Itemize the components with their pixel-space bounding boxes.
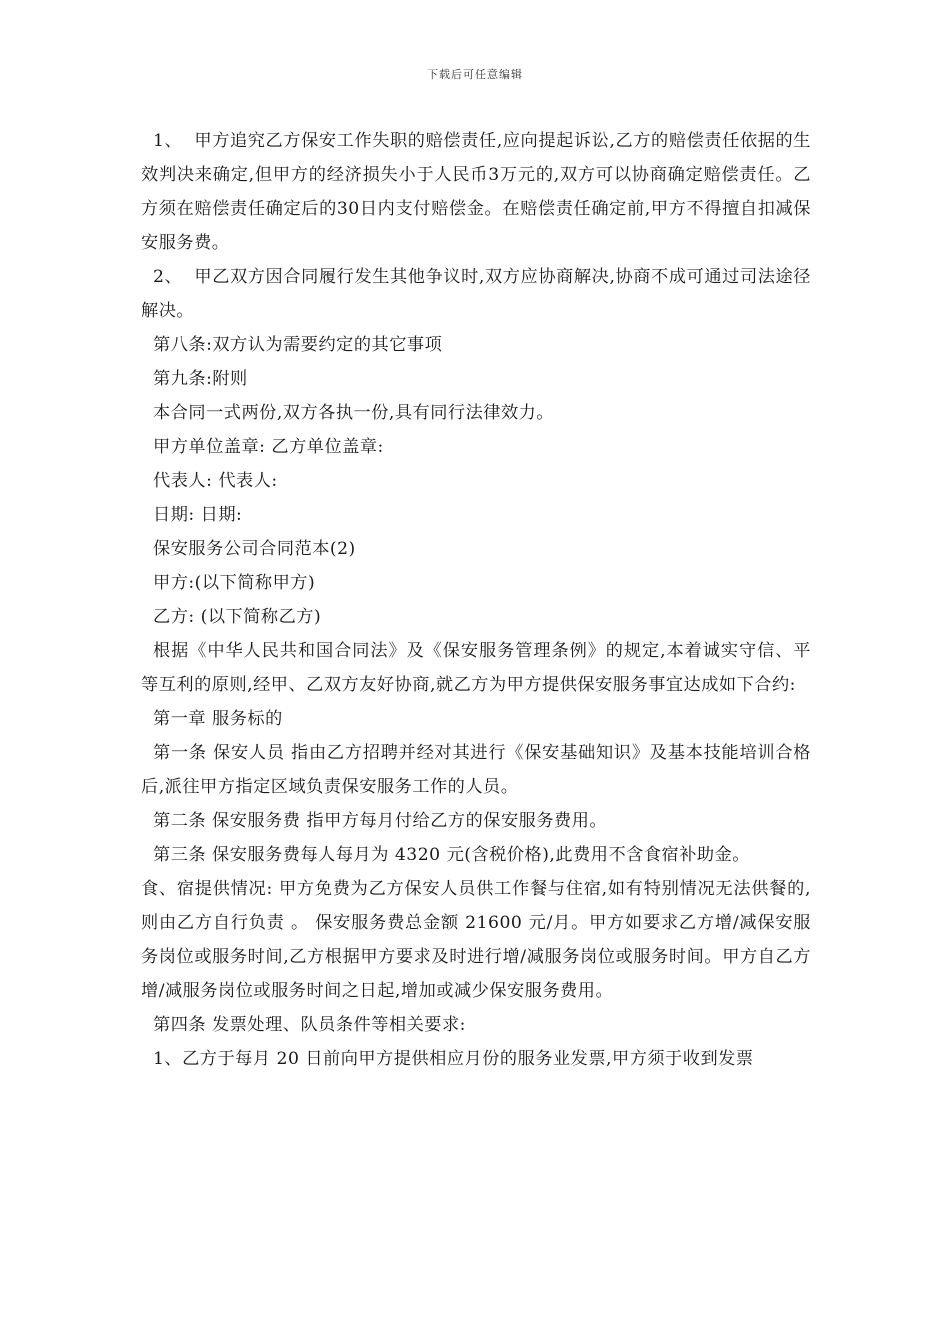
paragraph-contract-title: 保安服务公司合同范本(2) <box>153 539 356 559</box>
paragraph-chapter-1: 第一章 服务标的 <box>153 709 283 729</box>
document-body <box>141 124 811 1076</box>
paragraph-article-1: 第一条 保安人员 指由乙方招聘并经对其进行《保安基础知识》及基本技能培训合格后,派往甲方指定区域负责保安服务工作的人员。 <box>141 743 811 797</box>
paragraph-preamble: 根据《中华人民共和国合同法》及《保安服务管理条例》的规定,本着诚实守信、平等互利的原则,经甲、乙双方友好协商,就乙方为甲方提供保安服务事宜达成如下合约: <box>141 641 811 695</box>
paragraph-copies: 本合同一式两份,双方各执一份,具有同行法律效力。 <box>153 403 555 423</box>
page-header: 下载后可任意编辑 <box>427 68 523 81</box>
paragraph-compensation-liability: 1、 甲方追究乙方保安工作失职的赔偿责任,应向提起诉讼,乙方的赔偿责任依据的生效判决来确定,但甲方的经济损失小于人民币3万元的,双方可以协商确定赔偿责任。乙方须在赔偿责任确定后的30日内支付赔偿金。在赔偿责任确定前,甲方不得擅自扣减保安服务费。 <box>141 131 811 253</box>
paragraph-dates: 日期: 日期: <box>153 505 243 525</box>
paragraph-article-8: 第八条:双方认为需要约定的其它事项 <box>153 335 443 355</box>
paragraph-seals: 甲方单位盖章: 乙方单位盖章: <box>153 437 384 457</box>
paragraph-invoice: 1、乙方于每月 20 日前向甲方提供相应月份的服务业发票,甲方须于收到发票 <box>153 1049 754 1069</box>
paragraph-party-b: 乙方: (以下简称乙方) <box>153 607 322 627</box>
paragraph-dispute-resolution: 2、 甲乙双方因合同履行发生其他争议时,双方应协商解决,协商不成可通过司法途径解决。 <box>141 267 811 321</box>
paragraph-article-2: 第二条 保安服务费 指甲方每月付给乙方的保安服务费用。 <box>153 811 608 831</box>
paragraph-representatives: 代表人: 代表人: <box>153 471 278 491</box>
paragraph-board-lodging: 食、宿提供情况: 甲方免费为乙方保安人员供工作餐与住宿,如有特别情况无法供餐的,则由乙方自行负责 。 保安服务费总金额 21600 元/月。甲方如要求乙方增/减保安服务岗位或服务时间,乙方根据甲方要求及时进行增/减服务岗位或服务时间。甲方自乙方增/减服务岗位或服务时间之日起,增加或减少保安服务费用。 <box>141 879 811 1001</box>
paragraph-article-3: 第三条 保安服务费每人每月为 4320 元(含税价格),此费用不含食宿补助金。 <box>153 845 750 865</box>
paragraph-article-4: 第四条 发票处理、队员条件等相关要求: <box>153 1015 466 1035</box>
paragraph-party-a: 甲方:(以下简称甲方) <box>153 573 316 593</box>
paragraph-article-9: 第九条:附则 <box>153 369 248 389</box>
